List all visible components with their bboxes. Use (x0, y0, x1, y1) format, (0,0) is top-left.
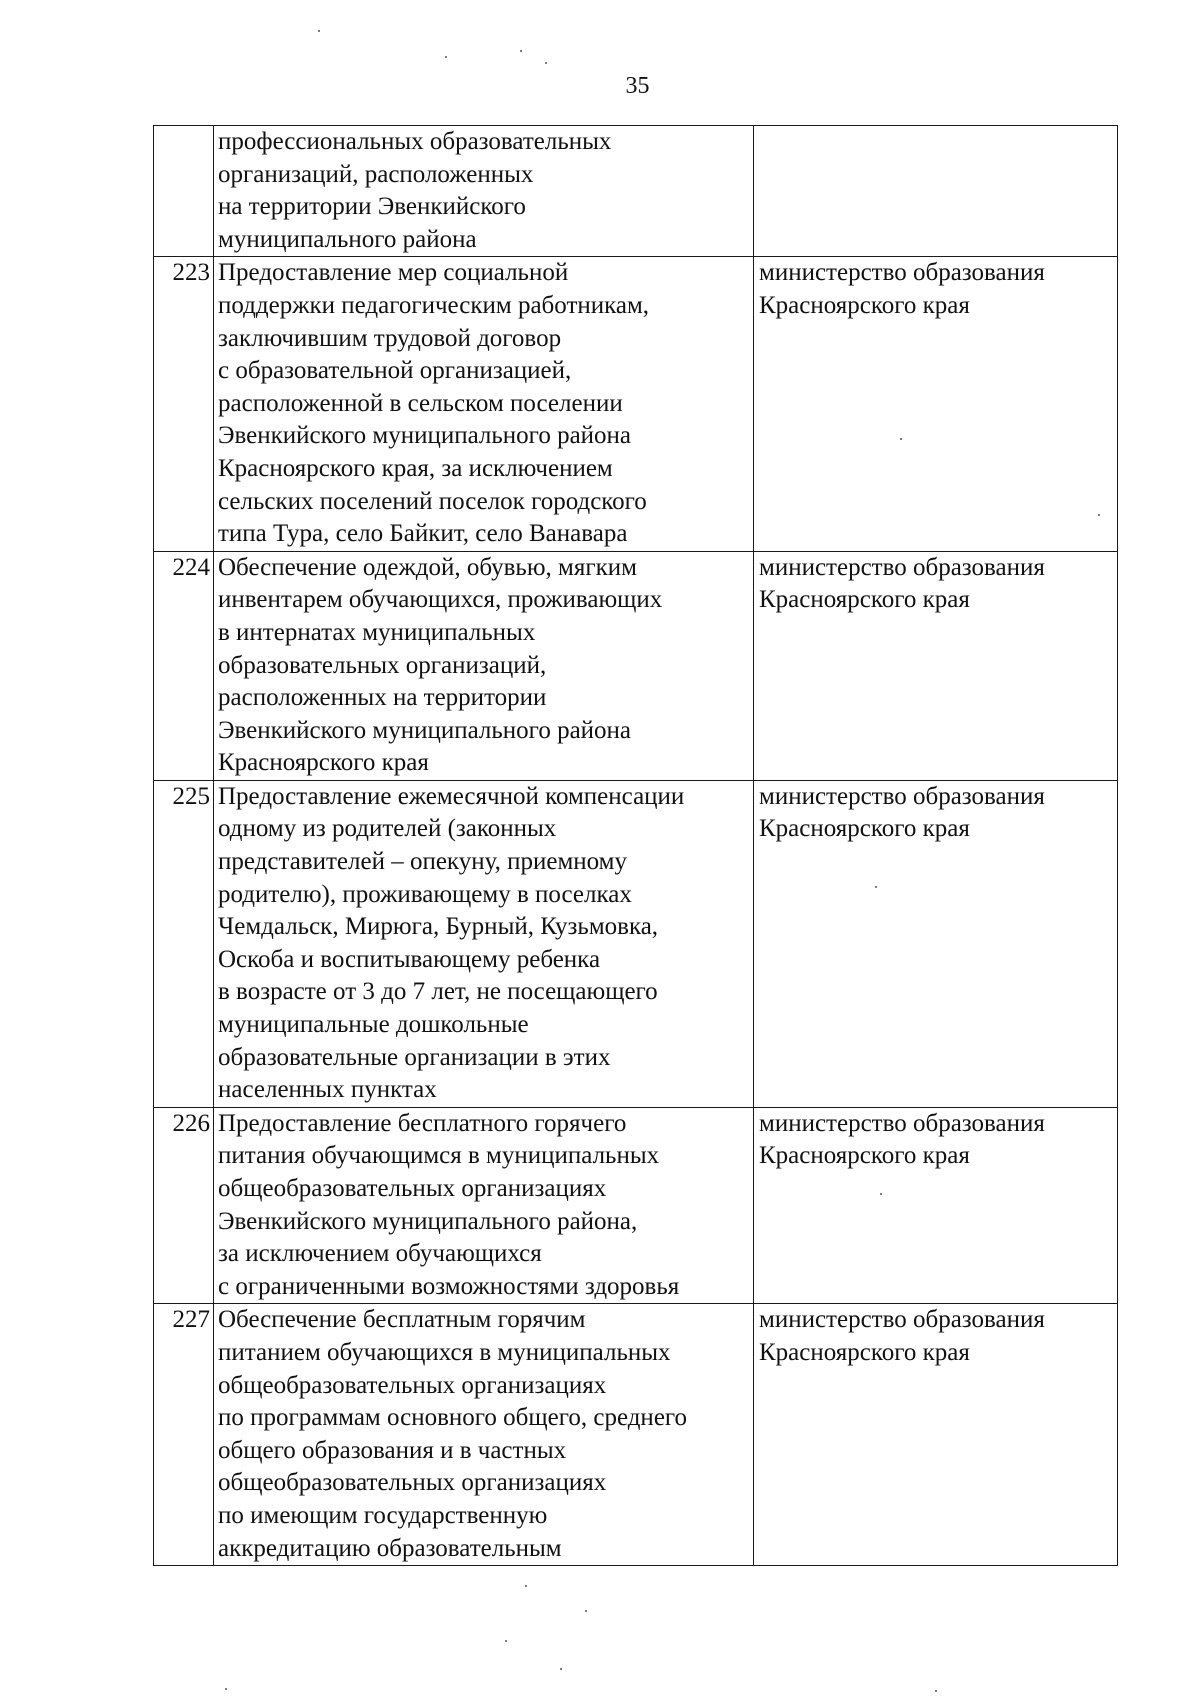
description-line: инвентарем обучающихся, проживающих (218, 586, 663, 614)
description-line: муниципальные дошкольные (218, 1011, 529, 1039)
responsible-line: министерство образования (759, 259, 1045, 287)
row-description (214, 1304, 754, 1566)
description-line: одному из родителей (законных (218, 815, 557, 843)
scan-speck (525, 1585, 527, 1587)
description-line: образовательные организации в этих (218, 1043, 611, 1071)
description-line: на территории Эвенкийского (218, 193, 526, 221)
description-line: общеобразовательных организациях (218, 1175, 607, 1202)
scan-speck (900, 438, 902, 440)
description-line: по программам основного общего, среднего (218, 1404, 688, 1432)
row-description (214, 126, 754, 257)
table-body (154, 126, 1118, 1566)
description-line: сельских поселений поселок городского (218, 487, 647, 515)
scan-speck (875, 886, 877, 888)
description-line: типа Тура, село Байкит, село Ванавара (218, 520, 628, 548)
responsible-line: Красноярского края (759, 291, 970, 319)
scan-speck (1098, 514, 1100, 516)
row-responsible (754, 1304, 1118, 1566)
description-line: поддержки педагогическим работникам, (218, 291, 650, 319)
scan-speck (935, 1690, 937, 1692)
description-line: питания обучающимся в муниципальных (218, 1142, 660, 1170)
scan-speck (225, 1688, 227, 1690)
row-number: 223 (154, 257, 214, 551)
description-line: образовательных организаций, (218, 651, 547, 679)
description-line: с ограниченными возможностями здоровья (218, 1272, 680, 1300)
row-description (214, 780, 754, 1107)
page-number: 35 (625, 73, 650, 99)
description-line: расположенной в сельском поселении (218, 389, 623, 417)
description-line: Предоставление ежемесячной компенсации (218, 782, 685, 810)
responsible-line: министерство образования (759, 553, 1045, 581)
description-line: родителю), проживающему в поселках (218, 880, 632, 908)
description-line: Предоставление мер социальной (218, 259, 569, 287)
scan-speck (585, 1610, 587, 1612)
row-responsible (754, 780, 1118, 1107)
description-line: общеобразовательных организациях (218, 1371, 607, 1399)
description-line: за исключением обучающихся (218, 1240, 542, 1268)
description-line: Оскоба и воспитывающему ребенка (218, 945, 601, 973)
responsible-line: Красноярского края (759, 815, 970, 843)
description-line: населенных пунктах (218, 1076, 437, 1104)
table-row (154, 1304, 1118, 1566)
scan-speck (880, 1193, 882, 1195)
description-line: Эвенкийского муниципального района (218, 716, 632, 744)
row-description (214, 1107, 754, 1304)
table-row (154, 126, 1118, 257)
description-line: с образовательной организацией, (218, 357, 572, 385)
description-line: Красноярского края (218, 749, 429, 777)
row-number: 225 (154, 780, 214, 1107)
description-line: Чемдальск, Мирюга, Бурный, Кузьмовка, (218, 913, 659, 941)
description-line: Предоставление бесплатного горячего (218, 1109, 627, 1137)
scan-speck (505, 1640, 507, 1642)
row-responsible (754, 551, 1118, 780)
scan-speck (520, 50, 522, 52)
scan-speck (318, 30, 320, 32)
responsible-line: министерство образования (759, 782, 1045, 810)
responsible-line: министерство образования (759, 1306, 1045, 1334)
description-line: Обеспечение одеждой, обувью, мягким (218, 553, 637, 581)
description-line: по имеющим государственную (218, 1501, 548, 1529)
description-line: общеобразовательных организациях (218, 1469, 607, 1497)
row-number: 226 (154, 1107, 214, 1304)
row-responsible (754, 1107, 1118, 1304)
table-row (154, 551, 1118, 780)
row-description (214, 257, 754, 551)
description-line: представителей – опекуну, приемному (218, 848, 627, 876)
description-line: Эвенкийского муниципального района (218, 422, 632, 450)
scan-speck (560, 1668, 562, 1670)
responsible-line: Красноярского края (759, 1338, 970, 1366)
row-responsible (754, 126, 1118, 257)
scan-speck (545, 62, 547, 64)
row-description (214, 551, 754, 780)
description-line: Эвенкийского муниципального района, (218, 1207, 638, 1235)
row-number (154, 126, 214, 257)
row-number: 224 (154, 551, 214, 780)
table-row (154, 1107, 1118, 1304)
description-line: заключившим трудовой договор (218, 324, 562, 352)
table-row (154, 257, 1118, 551)
table-row (154, 780, 1118, 1107)
description-line: в интернатах муниципальных (218, 618, 536, 646)
description-line: муниципального района (218, 225, 477, 253)
scan-speck (445, 56, 447, 58)
description-line: в возрасте от 3 до 7 лет, не посещающего (218, 978, 658, 1006)
description-line: организаций, расположенных (218, 160, 534, 188)
responsible-line: Красноярского края (759, 1142, 970, 1170)
description-line: Обеспечение бесплатным горячим (218, 1306, 586, 1334)
document-table (153, 125, 1118, 1566)
description-line: расположенных на территории (218, 684, 547, 712)
row-responsible (754, 257, 1118, 551)
row-number: 227 (154, 1304, 214, 1566)
description-line: аккредитацию образовательным (218, 1534, 562, 1562)
description-line: питанием обучающихся в муниципальных (218, 1338, 671, 1366)
description-line: Красноярского края, за исключением (218, 454, 613, 482)
description-line: профессиональных образовательных (218, 128, 612, 155)
description-line: общего образования и в частных (218, 1436, 567, 1464)
responsible-line: Красноярского края (759, 586, 970, 614)
responsible-line: министерство образования (759, 1109, 1045, 1137)
